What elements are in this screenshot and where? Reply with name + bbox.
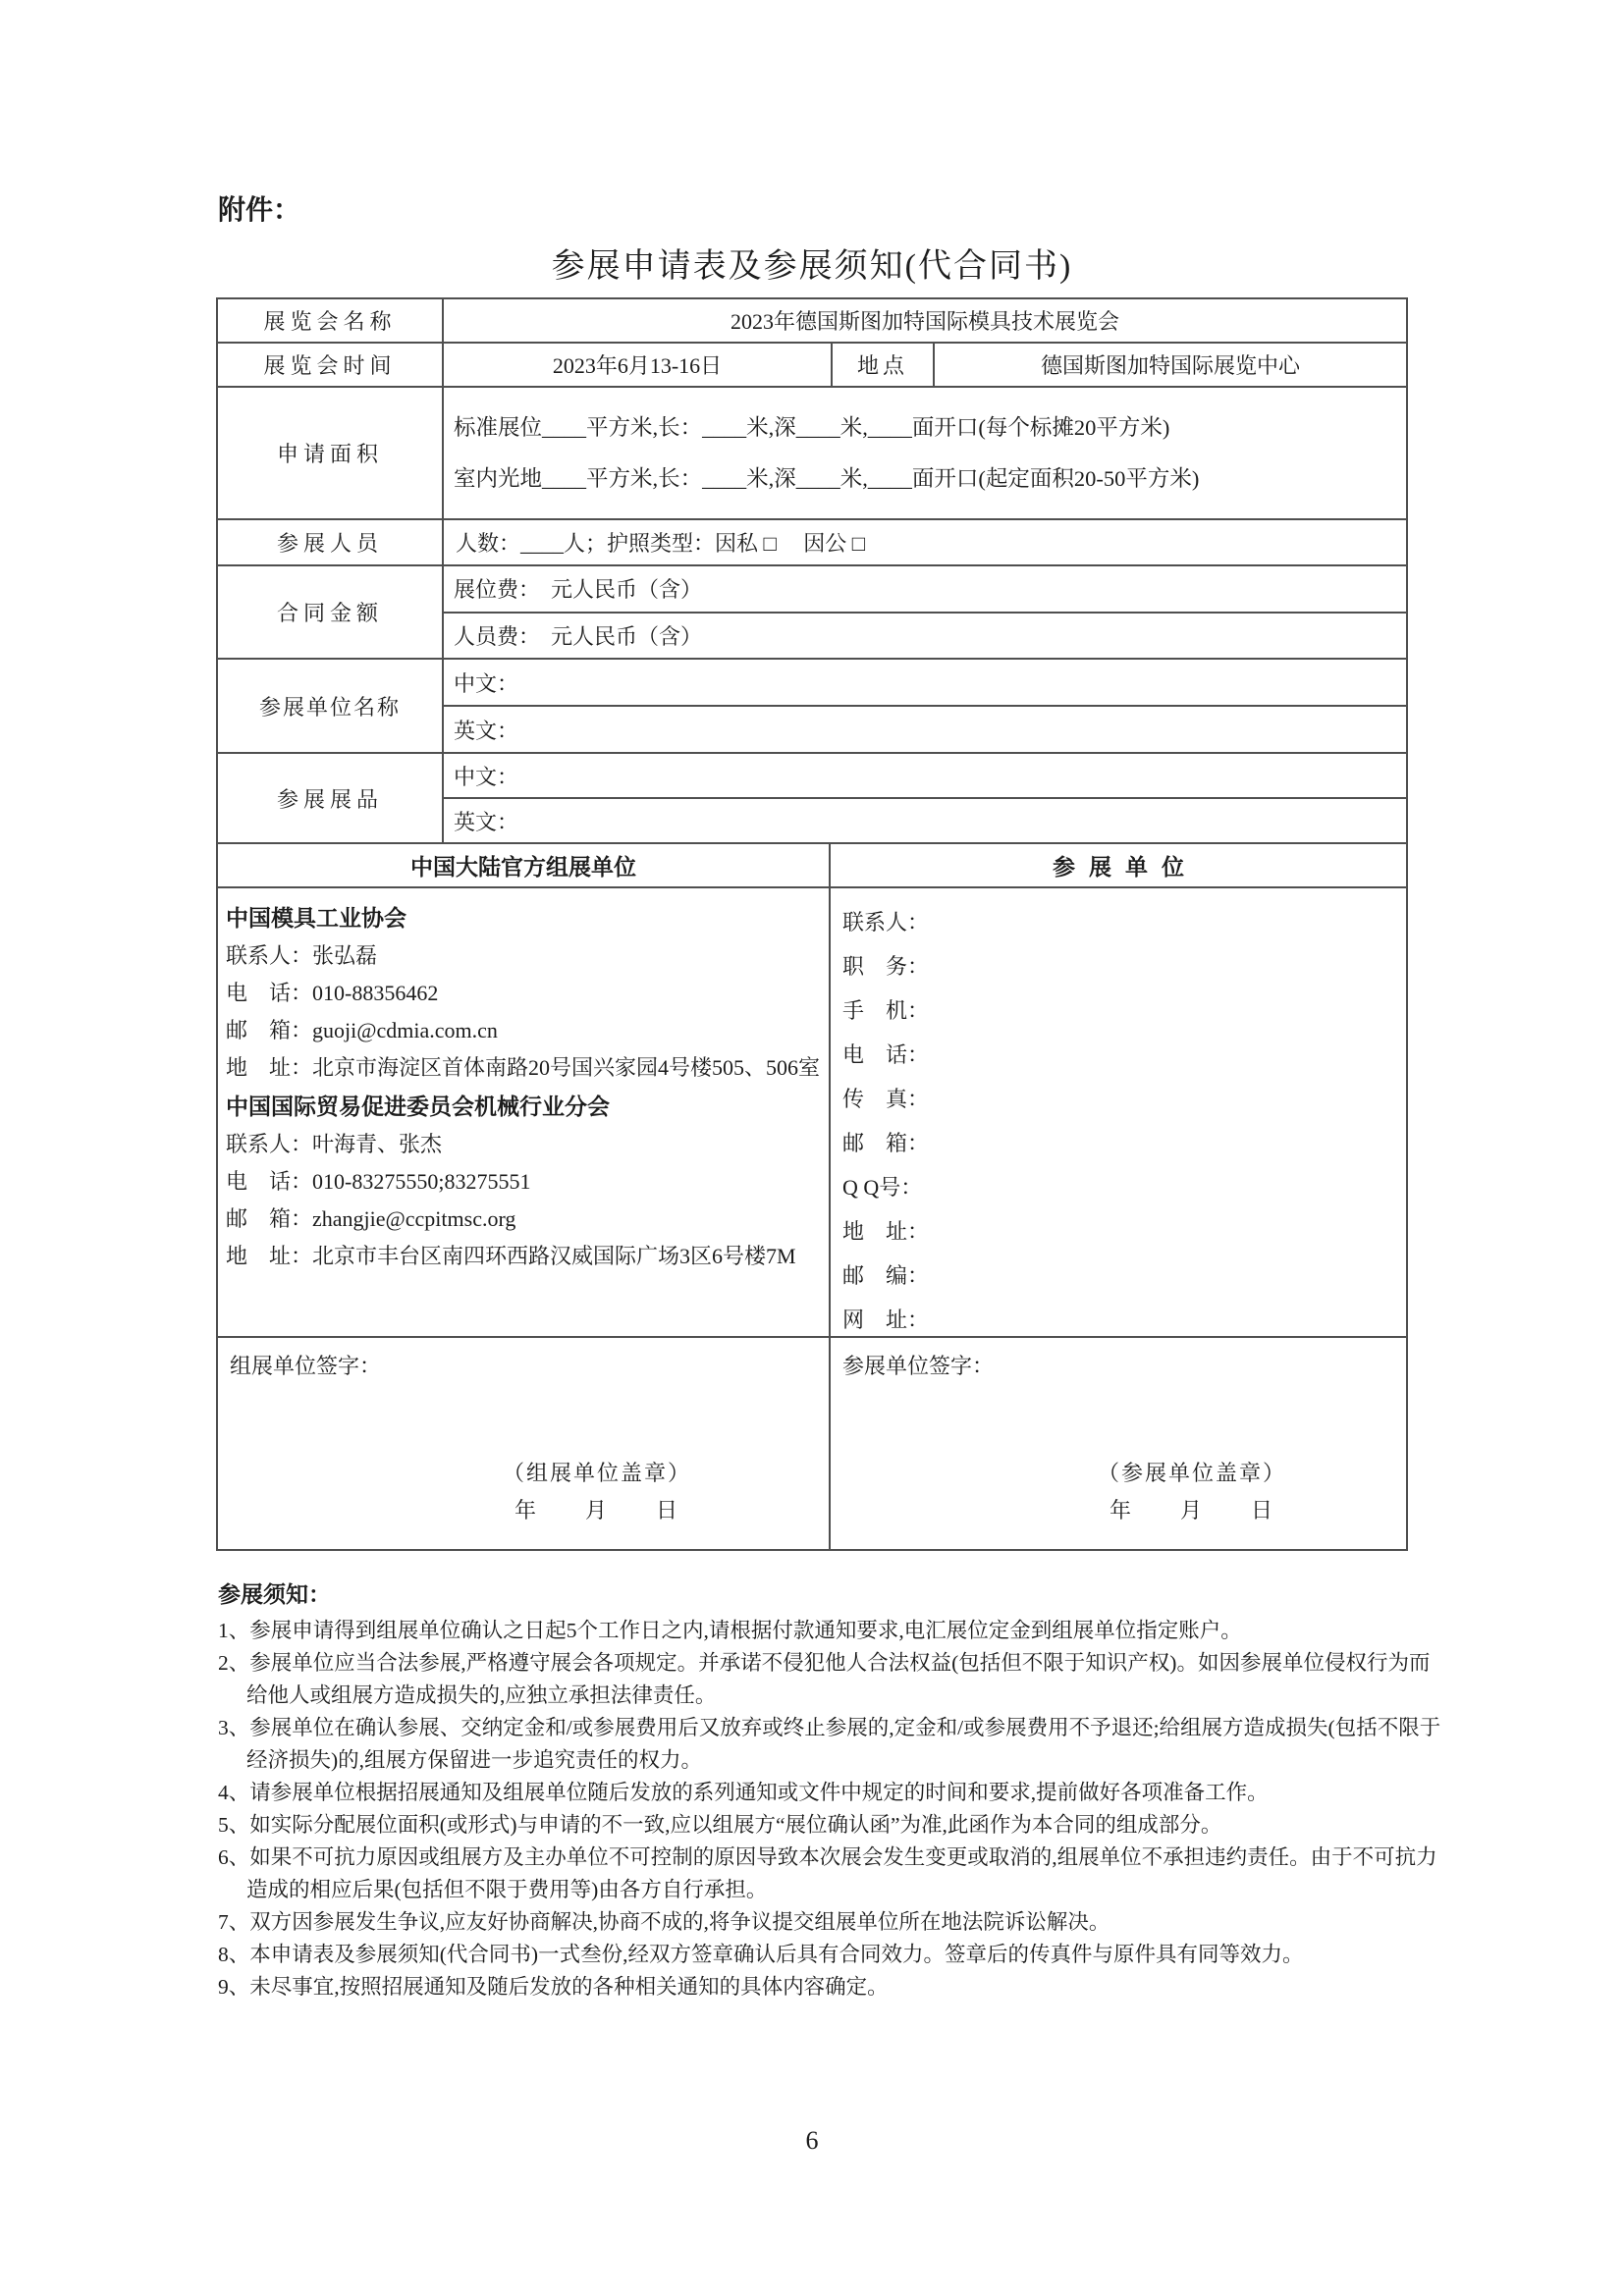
organizer-org1-address: 地 址：北京市海淀区首体南路20号国兴家园4号楼505、506室 bbox=[226, 1055, 821, 1080]
exhibitor-field-zipcode: 邮 编： bbox=[842, 1263, 930, 1288]
row-contract-amount bbox=[218, 566, 1406, 660]
page-number: 6 bbox=[805, 2126, 819, 2155]
organizer-section-header: 中国大陆官方组展单位 bbox=[218, 844, 831, 886]
notice-title: 参展须知： bbox=[218, 1581, 331, 1607]
organizer-org2-address: 地 址：北京市丰台区南四环西路汉威国际广场3区6号楼7M bbox=[226, 1244, 796, 1268]
row-personnel bbox=[218, 520, 1406, 566]
exhibitor-contact-block bbox=[831, 888, 1406, 1336]
exhibitor-field-email: 邮 箱： bbox=[842, 1131, 930, 1155]
exhibitor-field-phone: 电 话： bbox=[842, 1042, 930, 1067]
contract-amount-label: 合同金额 bbox=[218, 566, 444, 658]
row-section-header bbox=[218, 844, 1406, 888]
exhibition-name-value: 2023年德国斯图加特国际模具技术展览会 bbox=[730, 309, 1119, 334]
location-value: 德国斯图加特国际展览中心 bbox=[1040, 353, 1300, 378]
row-exhibition-time bbox=[218, 344, 1406, 388]
exhibits-cells bbox=[444, 754, 1406, 842]
organizer-org1-name: 中国模具工业协会 bbox=[226, 905, 406, 931]
row-exhibition-name bbox=[218, 299, 1406, 344]
notice-item-4: 4、请参展单位根据招展通知及组展单位随后发放的系列通知或文件中规定的时间和要求,提前做好各项准备工作。 bbox=[218, 1781, 1269, 1804]
company-name-english: 英文： bbox=[454, 718, 519, 743]
exhibits-label: 参展展品 bbox=[218, 754, 444, 842]
notice-section bbox=[218, 1576, 1443, 2003]
notice-item-5: 5、如实际分配展位面积(或形式)与申请的不一致,应以组展方“展位确认函”为准,此函作为本合同的组成部分。 bbox=[218, 1813, 1222, 1837]
organizer-org1-phone: 电 话：010-88356462 bbox=[226, 981, 439, 1005]
exhibition-time-label: 展览会时间 bbox=[218, 344, 444, 386]
exhibitor-signature-cell bbox=[831, 1338, 1406, 1549]
row-signatures bbox=[218, 1338, 1406, 1549]
location-label: 地点 bbox=[833, 344, 935, 386]
organizer-date-text: 年 月 日 bbox=[514, 1498, 679, 1522]
organizer-org2-contact: 联系人：叶海青、张杰 bbox=[226, 1132, 443, 1156]
personnel-fee-line: 人员费： 元人民币（含） bbox=[454, 623, 703, 649]
notice-item-6: 6、如果不可抗力原因或组展方及主办单位不可控制的原因导致本次展会发生变更或取消的,组展单位不承担违约责任。由于不可抗力造成的相应后果(包括但不限于费用等)由各方自行承担。 bbox=[218, 1845, 1437, 1901]
organizer-seal-area bbox=[230, 1455, 817, 1529]
personnel-value: 人数：____人；护照类型：因私 □ 因公 □ bbox=[456, 531, 866, 556]
company-name-chinese: 中文： bbox=[444, 660, 1406, 707]
organizer-signature-label: 组展单位签字： bbox=[230, 1354, 382, 1378]
organizer-org2-phone: 电 话：010-83275550;83275551 bbox=[226, 1169, 531, 1194]
exhibition-time-value: 2023年6月13-16日 bbox=[444, 344, 833, 386]
area-line-rawspace: 室内光地____平方米,长：____米,深____米,____面开口(起定面积20-50平方米) bbox=[454, 465, 1200, 491]
row-company-name bbox=[218, 660, 1406, 754]
exhibitor-field-website: 网 址： bbox=[842, 1308, 930, 1332]
company-name-cells bbox=[444, 660, 1406, 752]
booth-fee-line: 展位费： 元人民币（含） bbox=[444, 566, 1406, 614]
row-exhibits bbox=[218, 754, 1406, 844]
area-value bbox=[444, 388, 1406, 518]
area-line-standard: 标准展位____平方米,长：____米,深____米,____面开口(每个标摊20平方米) bbox=[454, 414, 1170, 440]
page-title: 参展申请表及参展须知(代合同书) bbox=[551, 248, 1073, 285]
organizer-signature-cell bbox=[218, 1338, 831, 1549]
exhibitor-field-qq: Q Q号： bbox=[842, 1175, 923, 1200]
notice-item-1: 1、参展申请得到组展单位确认之日起5个工作日之内,请根据付款通知要求,电汇展位定金到组展单位指定账户。 bbox=[218, 1619, 1242, 1642]
exhibitor-field-mobile: 手 机： bbox=[842, 998, 930, 1023]
exhibitor-field-address: 地 址： bbox=[842, 1219, 930, 1244]
personnel-label: 参展人员 bbox=[218, 520, 444, 564]
row-contacts bbox=[218, 888, 1406, 1338]
exhibitor-date-text: 年 月 日 bbox=[1109, 1498, 1274, 1522]
exhibitor-signature-label: 参展单位签字： bbox=[842, 1354, 995, 1378]
application-form-table bbox=[216, 297, 1408, 1551]
organizer-contact-block bbox=[218, 888, 831, 1336]
organizer-seal-text: （组展单位盖章） bbox=[502, 1461, 691, 1485]
contract-amount-cells bbox=[444, 566, 1406, 658]
notice-item-7: 7、双方因参展发生争议,应友好协商解决,协商不成的,将争议提交组展单位所在地法院诉讼解决。 bbox=[218, 1910, 1110, 1934]
organizer-org1-email: 邮 箱：guoji@cdmia.com.cn bbox=[226, 1018, 498, 1042]
attachment-label: 附件： bbox=[218, 194, 301, 225]
notice-item-9: 9、未尽事宜,按照招展通知及随后发放的各种相关通知的具体内容确定。 bbox=[218, 1975, 889, 1999]
exhibits-chinese: 中文： bbox=[444, 754, 1406, 799]
exhibitor-field-contact: 联系人： bbox=[842, 910, 930, 934]
exhibitor-field-position: 职 务： bbox=[842, 954, 930, 979]
notice-item-8: 8、本申请表及参展须知(代合同书)一式叁份,经双方签章确认后具有合同效力。签章后的传真件与原件具有同等效力。 bbox=[218, 1943, 1304, 1966]
organizer-org1-contact: 联系人：张弘磊 bbox=[226, 943, 378, 968]
organizer-org2-name: 中国国际贸易促进委员会机械行业分会 bbox=[226, 1094, 610, 1119]
area-label: 申请面积 bbox=[218, 388, 444, 518]
row-area bbox=[218, 388, 1406, 520]
exhibition-name-label: 展览会名称 bbox=[218, 299, 444, 342]
notice-item-2: 2、参展单位应当合法参展,严格遵守展会各项规定。并承诺不侵犯他人合法权益(包括但不限于知识产权)。如因参展单位侵权行为而给他人或组展方造成损失的,应独立承担法律责任。 bbox=[218, 1651, 1431, 1707]
exhibitor-section-header: 参展单位 bbox=[1053, 854, 1198, 880]
exhibitor-seal-text: （参展单位盖章） bbox=[1097, 1461, 1286, 1485]
exhibitor-seal-area bbox=[842, 1455, 1394, 1529]
organizer-org2-email: 邮 箱：zhangjie@ccpitmsc.org bbox=[226, 1206, 516, 1231]
exhibitor-field-fax: 传 真： bbox=[842, 1087, 930, 1111]
notice-item-3: 3、参展单位在确认参展、交纳定金和/或参展费用后又放弃或终止参展的,定金和/或参展费用不予退还;给组展方造成损失(包括不限于经济损失)的,组展方保留进一步追究责任的权力。 bbox=[218, 1716, 1441, 1772]
company-name-label: 参展单位名称 bbox=[218, 660, 444, 752]
exhibits-english: 英文： bbox=[454, 809, 519, 834]
